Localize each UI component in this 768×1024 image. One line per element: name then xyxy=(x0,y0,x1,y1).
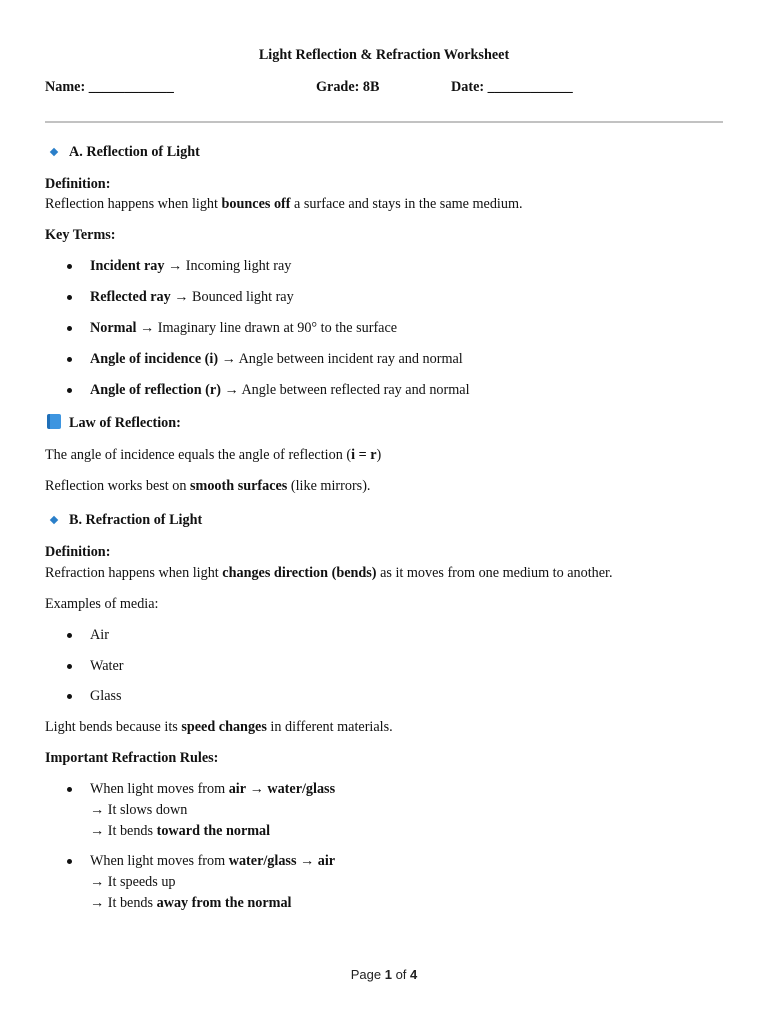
speed-text: Light bends because its xyxy=(45,719,182,735)
diamond-icon xyxy=(50,147,58,155)
definition-bold: changes direction (bends) xyxy=(222,565,377,581)
key-terms-label: Key Terms: xyxy=(45,227,116,243)
list-item xyxy=(67,656,124,677)
rule-to: air xyxy=(317,853,336,869)
definition-bold: bounces off xyxy=(221,196,291,212)
list-item xyxy=(67,625,109,646)
bullet xyxy=(67,264,72,269)
bullet xyxy=(67,664,72,669)
rule-arrow: → xyxy=(246,781,268,797)
bullet xyxy=(67,633,72,638)
term-arrow: → xyxy=(220,382,242,398)
media-name: Glass xyxy=(90,688,122,704)
bullet xyxy=(67,859,72,864)
current-page: 1 xyxy=(384,967,392,982)
page-indicator xyxy=(0,964,768,985)
rule-bend-text: → It bends xyxy=(90,823,157,839)
bullet xyxy=(67,326,72,331)
bullet xyxy=(67,388,72,393)
total-pages: 4 xyxy=(410,967,418,982)
reflection-definition xyxy=(45,194,523,215)
speed-text-end: in different materials. xyxy=(266,719,393,735)
list-item xyxy=(67,380,470,401)
page-title: Light Reflection & Refraction Worksheet xyxy=(258,47,510,63)
speed-bold: speed changes xyxy=(181,719,267,735)
term-description: Incoming light ray xyxy=(185,258,292,274)
definition-text: Reflection happens when light xyxy=(45,196,222,212)
grade-value: 8B xyxy=(362,79,380,95)
header-divider xyxy=(45,121,723,123)
term-description: Imaginary line drawn at 90° to the surface xyxy=(157,320,398,336)
rule-bend xyxy=(90,821,270,842)
rule-bend xyxy=(90,893,292,914)
definition-label: Definition: xyxy=(45,176,111,192)
list-item xyxy=(67,686,122,707)
name-blank: ____________ xyxy=(88,79,174,95)
rule-effect: → It slows down xyxy=(90,802,188,818)
term-name: Reflected ray xyxy=(90,289,171,305)
list-item xyxy=(67,318,397,339)
rule-bend-bold: away from the normal xyxy=(156,895,292,911)
refraction-definition xyxy=(45,563,613,584)
law-text: The angle of incidence equals the angle of reflection ( xyxy=(45,447,352,463)
media-name: Air xyxy=(90,627,109,643)
media-intro: Examples of media: xyxy=(45,596,159,612)
definition-text: Refraction happens when light xyxy=(45,565,223,581)
rule-item xyxy=(67,779,335,800)
note-text: Reflection works best on xyxy=(45,478,190,494)
list-item xyxy=(67,349,463,370)
media-name: Water xyxy=(90,658,124,674)
rule-bend-bold: toward the normal xyxy=(156,823,271,839)
bullet xyxy=(67,357,72,362)
name-field xyxy=(45,77,174,98)
speed-note xyxy=(45,717,393,738)
date-blank: ____________ xyxy=(487,79,573,95)
section-b-heading xyxy=(45,510,202,531)
term-name: Normal xyxy=(90,320,137,336)
bullet xyxy=(67,694,72,699)
rule-arrow: → xyxy=(296,853,318,869)
term-description: Angle between reflected ray and normal xyxy=(241,382,470,398)
term-description: Bounced light ray xyxy=(192,289,294,305)
definition-label: Definition: xyxy=(45,544,111,560)
note-text-end: (like mirrors). xyxy=(287,478,371,494)
law-heading-text: Law of Reflection: xyxy=(69,415,181,431)
rule-item xyxy=(67,851,335,872)
diamond-icon xyxy=(50,515,58,523)
smooth-surfaces-note xyxy=(45,476,370,497)
term-name: Angle of incidence (i) xyxy=(90,351,219,367)
bullet xyxy=(67,787,72,792)
definition-text-end: as it moves from one medium to another. xyxy=(376,565,613,581)
grade-label: Grade: xyxy=(316,79,360,95)
list-item xyxy=(67,287,294,308)
law-statement xyxy=(45,445,381,466)
date-field xyxy=(451,77,573,98)
note-bold: smooth surfaces xyxy=(190,478,288,494)
term-arrow: → xyxy=(218,351,239,367)
page-word: Page xyxy=(350,967,382,982)
term-arrow: → xyxy=(164,258,186,274)
term-name: Angle of reflection (r) xyxy=(90,382,221,398)
term-description: Angle between incident ray and normal xyxy=(238,351,463,367)
section-a-heading xyxy=(45,142,200,163)
book-icon xyxy=(47,414,61,429)
rule-to: water/glass xyxy=(267,781,336,797)
law-text-end: ) xyxy=(376,447,382,463)
law-equation: i = r xyxy=(351,447,377,463)
law-heading xyxy=(47,413,181,434)
rule-from: air xyxy=(228,781,247,797)
bullet xyxy=(67,295,72,300)
grade-field xyxy=(316,77,379,98)
name-label: Name: xyxy=(45,79,86,95)
term-arrow: → xyxy=(170,289,193,305)
term-name: Incident ray xyxy=(90,258,165,274)
definition-text-end: a surface and stays in the same medium. xyxy=(290,196,523,212)
rule-effect: → It speeds up xyxy=(90,874,176,890)
section-b-heading-text: B. Refraction of Light xyxy=(69,512,203,528)
rule-text: When light moves from xyxy=(90,781,229,797)
rule-bend-text: → It bends xyxy=(90,895,157,911)
term-arrow: → xyxy=(136,320,158,336)
rules-label: Important Refraction Rules: xyxy=(45,750,219,766)
rule-from: water/glass xyxy=(228,853,297,869)
date-label: Date: xyxy=(451,79,485,95)
of-word: of xyxy=(395,967,407,982)
rule-text: When light moves from xyxy=(90,853,229,869)
list-item xyxy=(67,256,291,277)
section-a-heading-text: A. Reflection of Light xyxy=(69,144,200,160)
